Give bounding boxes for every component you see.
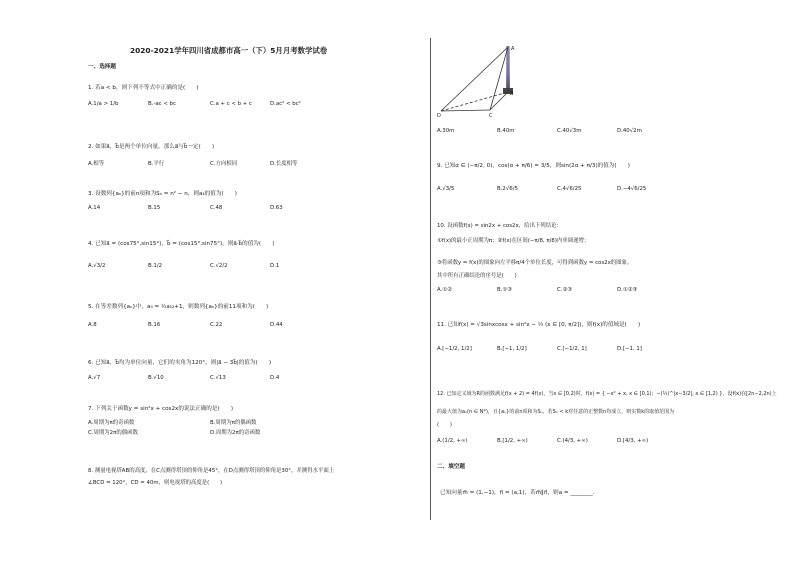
figure-label-d: D: [437, 113, 441, 118]
option-d: D.周期为2π的奇函数: [210, 430, 261, 436]
option-a: A.1/a > 1/b: [88, 101, 119, 107]
option-b: B.1/2: [148, 263, 163, 269]
option-c: C.48: [210, 205, 223, 211]
option-a: A.√3/2: [88, 263, 106, 269]
option-c: C.40√3m: [557, 128, 582, 134]
option-c: C.a + c < b + c: [210, 101, 252, 107]
option-a: A.8: [88, 322, 97, 328]
option-d: D.1: [270, 263, 280, 269]
option-c: C.√2/2: [210, 263, 228, 269]
question-11-stem: 11. 已知f(x) = √3sinxcosx + sin²x − ½ (x ∈ [0, π/2])，则f(x)的值域是( ): [437, 322, 641, 328]
option-b: B.16: [148, 322, 161, 328]
question-10-line3: ③将函数y = f(x)的图象向左平移π/4个单位长度，可得到函数y = cos2x的图象。: [437, 260, 633, 266]
option-a: A.14: [88, 205, 101, 211]
option-c: C.√13: [210, 375, 226, 381]
question-10-line4: 其中所有正确结论的序号是( ): [437, 273, 517, 279]
option-c: C.方向相同: [210, 161, 238, 167]
column-divider: [430, 38, 431, 520]
option-c: C.(4/3, +∞): [557, 438, 588, 444]
figure-label-b: B: [510, 91, 514, 97]
option-a: A.30m: [437, 128, 455, 134]
question-3-stem: 3. 设数列{aₙ}的前n项和为Sₙ = n² − n，则a₄的值为( ): [88, 191, 237, 197]
question-5-stem: 5. 在等差数列{aₙ}中，a₉ = ½a₁₂+1，则数列{aₙ}的前11项和为( ): [88, 304, 269, 310]
question-8-line2: ∠BCD = 120°，CD = 40m，则电视塔的高度是( ): [88, 480, 223, 486]
option-d: D.4: [270, 375, 280, 381]
question-6-stem: 6. 已知a⃗，b⃗均为单位向量，它们的夹角为120°，则|a⃗ − 3b⃗|的值为( ): [88, 360, 272, 366]
question-9-stem: 9. 已知α ∈ (−π/2, 0)，cos(α + π/6) = 3/5，则sin(2α + π/3)的值为( ): [437, 163, 630, 169]
figure-label-a: A: [511, 46, 515, 52]
option-a: A.√3/5: [437, 186, 455, 192]
option-b: B.√10: [148, 375, 164, 381]
option-c: C.周期为2π的偶函数: [88, 430, 138, 436]
option-a: A.[−1/2, 1/2]: [437, 346, 472, 352]
exam-title: 2020-2021学年四川省成都市高一（下）5月月考数学试卷: [130, 46, 328, 55]
option-c: C.22: [210, 322, 223, 328]
option-d: D.[4/3, +∞): [617, 438, 649, 444]
option-d: D.−4√6/25: [617, 186, 647, 192]
option-c: C.[−1/2, 1]: [557, 346, 587, 352]
question-13-stem: 已知向量m⃗ = (1,−1)，n⃗ = (a,1)，若m⃗∥n⃗，则a = ________.: [440, 490, 595, 496]
question-12-line1: 12. 已知定义域为R的函数满足f(x + 2) = 4f(x)，当x ∈ [0,2)时，f(x) = { −x² + x, x ∈ [0,1)；−(½)^|x−3/2|, x ∈ [1,2) }，设f(x)在[2n−2,2n)上: [437, 391, 777, 397]
option-b: B.[1/2, +∞): [497, 438, 528, 444]
question-10-line1: 10. 设函数f(x) = sin2x + cos2x，给出下列结论：: [437, 223, 562, 229]
section-heading-choice: 一、选择题: [88, 64, 116, 70]
option-c: C.②③: [557, 287, 573, 293]
option-d: D.63: [270, 205, 283, 211]
option-b: B.-ac < bc: [148, 101, 176, 107]
option-d: D.①②③: [617, 287, 638, 293]
option-b: B.2√6/5: [497, 186, 518, 192]
option-a: A.①②: [437, 287, 452, 293]
option-a: A.周期为π的奇函数: [88, 420, 135, 426]
option-d: D.ac² < bc²: [270, 101, 301, 107]
option-d: D.长度相等: [270, 161, 298, 167]
question-12-line2: 的最大值为aₙ(n ∈ N*)，且{aₙ}的前n项和为Sₙ，若Sₙ < k对任意的正整数n均成立，则实数k的取值范围为: [437, 409, 675, 415]
tower-figure: [437, 44, 527, 118]
option-b: B.①③: [497, 287, 513, 293]
option-b: B.15: [148, 205, 161, 211]
option-a: A.√7: [88, 375, 101, 381]
option-a: A.(1/2, +∞): [437, 438, 468, 444]
question-10-line2: ①f(x)的最小正周期为π；②f(x)在区间(−π/8, π/8)内单调递增；: [437, 238, 590, 244]
option-b: B.[−1, 1/2]: [497, 346, 527, 352]
option-d: D.40√2m: [617, 128, 642, 134]
section-heading-fill-in: 二、填空题: [437, 464, 465, 470]
question-7-stem: 7. 下列关于函数y = sin²x + cos2x的说法正确的是( ): [88, 406, 234, 412]
option-b: B.平行: [148, 161, 165, 167]
question-2-stem: 2. 如果a⃗，b⃗是两个单位向量，那么a⃗与b⃗一定( ): [88, 144, 215, 150]
option-b: B.40m: [497, 128, 515, 134]
question-8-line1: 8. 测量电视塔AB的高度，在C点测得塔顶的仰角是45°，在D点测得塔顶的仰角是30°，并测得水平面上: [88, 468, 335, 474]
question-4-stem: 4. 已知a⃗ = (cos75°,sin15°)，b⃗ = (cos15°,sin75°)，则a⃗·b⃗的值为( ): [88, 241, 275, 247]
option-d: D.44: [270, 322, 283, 328]
option-c: C.4√6/25: [557, 186, 582, 192]
option-a: A.相等: [88, 161, 105, 167]
option-b: B.周期为π的偶函数: [210, 420, 257, 426]
option-d: D.[−1, 1]: [617, 346, 642, 352]
question-1-stem: 1. 若a < b，则下列不等式中正确的是( ): [88, 85, 199, 91]
figure-label-c: C: [489, 113, 493, 118]
question-12-line3: ( ): [437, 422, 452, 428]
